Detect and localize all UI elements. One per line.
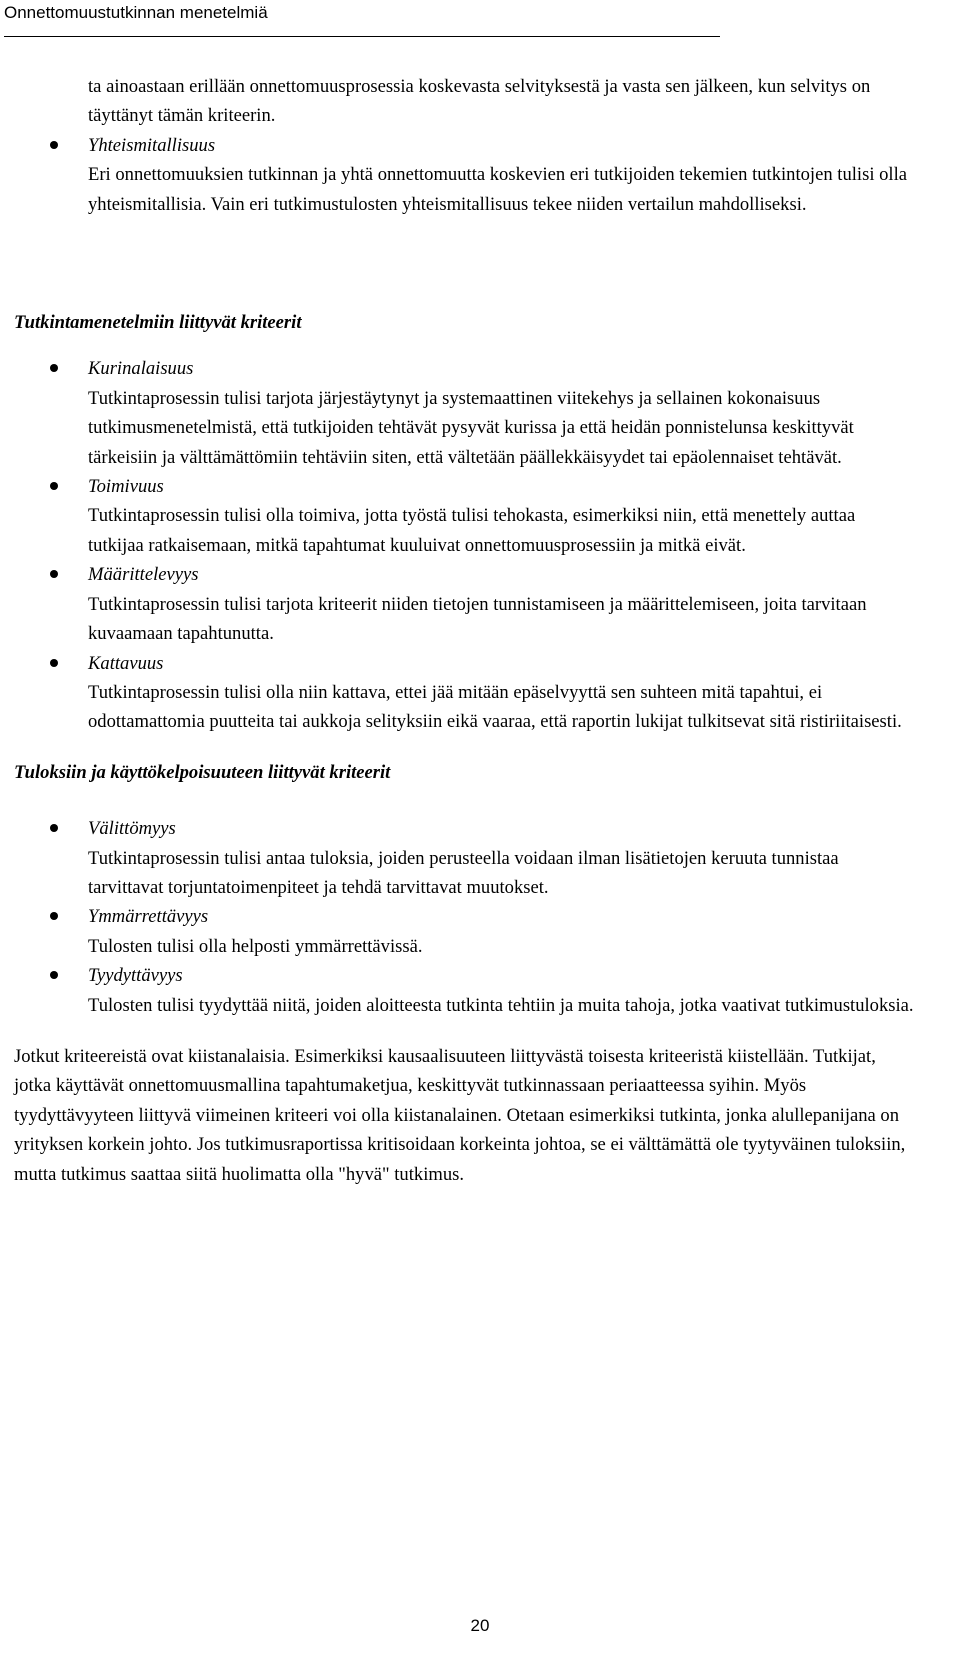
closing-paragraph: Jotkut kriteereistä ovat kiistanalaisia. Esimerkiksi kausaalisuuteen liittyvästä toisesta kriteeristä kiistellään. Tutkijat, jotka käyttävät onnettomuusmallina tapahtumaketjua, keskittyvät tutkinnassaan periaatteessa syihin. Myös tyydyttävyyteen liittyvä viimeinen kriteeri voi olla kiistanalainen. Otetaan esimerkiksi tutkinta, jonka alullepanijana on yrityksen korkein johto. Jos tutkimusraportissa kritisoidaan korkeinta johtoa, se ei välttämättä ole tyytyväinen tuloksiin, mutta tutkimus saattaa siitä huolimatta olla "hyvä" tutkimus. bbox=[14, 1045, 906, 1185]
page-number: 20 bbox=[470, 1616, 490, 1635]
item-title: Toimivuus bbox=[88, 476, 164, 498]
item-title: Määrittelevyys bbox=[88, 564, 199, 586]
item-title: Välittömyys bbox=[88, 818, 176, 840]
item-text: Tulosten tulisi tyydyttää niitä, joiden aloitteesta tutkinta tehtiin ja muita tahoja, jotka vaativat tutkimustuloksia. bbox=[88, 994, 914, 1016]
bullet-icon bbox=[50, 659, 58, 667]
bullet-icon bbox=[50, 570, 58, 578]
header-divider bbox=[4, 36, 720, 37]
list-item bbox=[14, 560, 914, 648]
item-title: Tyydyttävyys bbox=[88, 965, 183, 987]
bullet-icon bbox=[50, 364, 58, 372]
list-item bbox=[14, 649, 914, 737]
item-text: Tutkintaprosessin tulisi olla niin kattava, ettei jää mitään epäselvyyttä sen suhteen mitä tapahtui, ei odottamattomia puutteita tai aukkoja selityksiin eikä vaaraa, että raportin lukijat tulkitsevat sitä ristiriitaisesti. bbox=[88, 681, 902, 733]
item-text: Tutkintaprosessin tulisi antaa tuloksia, joiden perusteella voidaan ilman lisätietojen keruuta tunnistaa tarvittavat torjuntatoimenpiteet ja tehdä tarvittavat muutokset. bbox=[88, 847, 839, 898]
item-text: Tutkintaprosessin tulisi olla toimiva, jotta työstä tulisi tehokasta, esimerkiksi niin, että menettely auttaa tutkijaa ratkaisemaan, mitkä tapahtumat kuuluivat onnettomuusprosessiin ja mitkä eivät. bbox=[88, 505, 856, 556]
list-item bbox=[14, 472, 914, 560]
bullet-icon bbox=[50, 971, 58, 979]
item-text: Tutkintaprosessin tulisi tarjota järjestäytynyt ja systemaattinen viitekehys ja sellainen kokonaisuus tutkimusmenetelmistä, että tutkijoiden tehtävät pysyvät kurissa ja että heidän ponnistelunsa keskittyvät tärkeisiin ja välttämättömiin tehtäviin siten, että vältetään päällekkäisyydet tai epäolennaiset tehtävät. bbox=[88, 387, 854, 468]
section-heading-results: Tuloksiin ja käyttökelpoisuuteen liittyvät kriteerit bbox=[14, 761, 391, 783]
item-title: Kattavuus bbox=[88, 652, 164, 674]
bullet-icon bbox=[50, 482, 58, 490]
item-text: Tulosten tulisi olla helposti ymmärrettävissä. bbox=[88, 935, 423, 957]
list-item bbox=[14, 131, 914, 219]
section-heading-methods: Tutkintamenetelmiin liittyvät kriteerit bbox=[14, 312, 302, 334]
item-title: Yhteismitallisuus bbox=[88, 134, 216, 156]
list-item bbox=[14, 814, 914, 902]
continuation-paragraph bbox=[14, 72, 914, 131]
running-header: Onnettomuustutkinnan menetelmiä bbox=[4, 3, 268, 22]
item-text: Tutkintaprosessin tulisi tarjota kriteerit niiden tietojen tunnistamiseen ja määrittelemiseen, joita tarvitaan kuvaamaan tapahtunutta. bbox=[88, 593, 867, 645]
item-title: Kurinalaisuus bbox=[88, 358, 194, 380]
continuation-text: ta ainoastaan erillään onnettomuusprosessia koskevasta selvityksestä ja vasta sen jälkeen, kun selvitys on täyttänyt tämän kriteerin. bbox=[88, 76, 871, 127]
bullet-icon bbox=[50, 912, 58, 920]
item-text: Eri onnettomuuksien tutkinnan ja yhtä onnettomuutta koskevien eri tutkijoiden tekemien tutkintojen tulisi olla yhteismitallisia. Vain eri tutkimustulosten yhteismitallisuus tekee niiden vertailun mahdolliseksi. bbox=[88, 164, 908, 215]
item-title: Ymmärrettävyys bbox=[88, 906, 209, 928]
bullet-icon bbox=[50, 141, 58, 149]
list-item bbox=[14, 961, 914, 1020]
list-item bbox=[14, 902, 914, 961]
bullet-icon bbox=[50, 824, 58, 832]
list-item bbox=[14, 354, 914, 472]
page-body bbox=[14, 72, 914, 1189]
